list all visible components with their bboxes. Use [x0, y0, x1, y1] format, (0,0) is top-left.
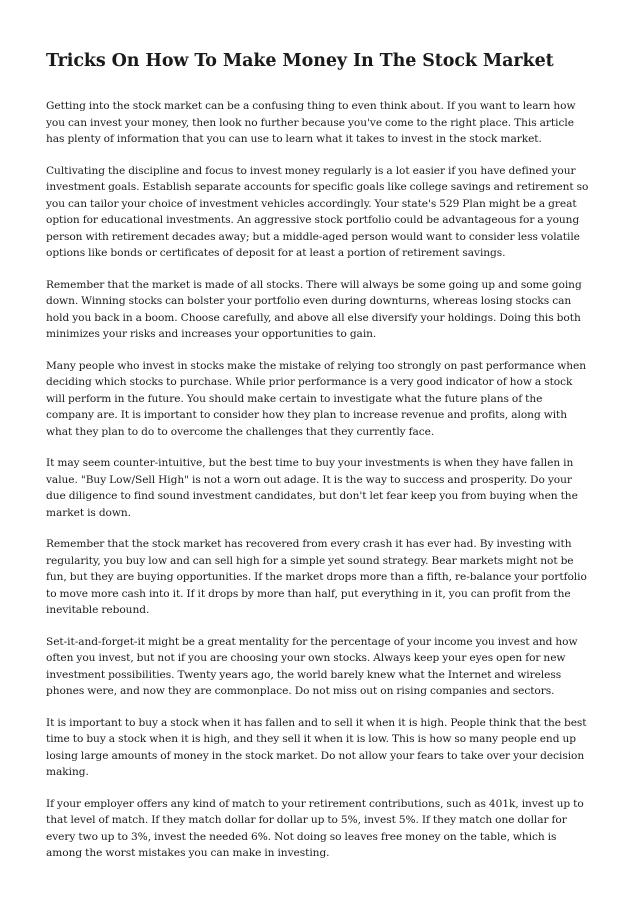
paragraph-1: Getting into the stock market can be a confusing thing to even think about. If you want to learn how you can invest your money, then look no further because you've come to the right place. This article has plenty of information that you can use to learn what it takes to invest in the stock market. — [46, 100, 576, 145]
paragraph-8: It is important to buy a stock when it has fallen and to sell it when it is high. People think that the best time to buy a stock when it is high, and they sell it when it is low. This is how so many people end up losing large amounts of money in the stock market. Do not allow your fears to take over your decision making. — [46, 716, 587, 778]
document-title: Tricks On How To Make Money In The Stock Market — [46, 51, 554, 71]
paragraph-9: If your employer offers any kind of match to your retirement contributions, such as 401k, invest up to that level of match. If they match dollar for dollar up to 5%, invest 5%. If they match one dollar for every two up to 3%, invest the needed 6%. Not doing so leaves free money on the table, which is among the worst mistakes you can make in investing. — [46, 797, 584, 859]
paragraph-7: Set-it-and-forget-it might be a great mentality for the percentage of your income you invest and how often you invest, but not if you are choosing your own stocks. Always keep your eyes open for new investment possibilities. Twenty years ago, the world barely knew what the Internet and wireless phones were, and now they are commonplace. Do not miss out on rising companies and sectors. — [46, 635, 578, 697]
paragraph-5: It may seem counter-intuitive, but the best time to buy your investments is when they have fallen in value. "Buy Low/Sell High" is not a worn out adage. It is the way to success and prosperity. Do your due diligence to find sound investment candidates, but don't let fear keep you from buying when the market is down. — [46, 457, 578, 519]
paragraph-6: Remember that the stock market has recovered from every crash it has ever had. By investing with regularity, you buy low and can sell high for a simple yet sound strategy. Bear markets might not be fun, but they are buying opportunities. If the market drops more than a fifth, re-balance your portfolio to move more cash into it. If it drops by more than half, put everything in it, you can profit from the inevitable rebound. — [46, 538, 587, 616]
paragraph-3: Remember that the market is made of all stocks. There will always be some going up and some going down. Winning stocks can bolster your portfolio even during downturns, whereas losing stocks can hold you back in a boom. Choose carefully, and above all else diversify your holdings. Doing this both minimizes your risks and increases your opportunities to gain. — [46, 278, 582, 340]
paragraph-2: Cultivating the discipline and focus to invest money regularly is a lot easier if you have defined your investment goals. Establish separate accounts for specific goals like college savings and retirement so you can tailor your choice of investment vehicles accordingly. Your state's 529 Plan might be a great option for educational investments. An aggressive stock portfolio could be advantageous for a young person with retirement decades away; but a middle-aged person would want to consider less volatile options like bonds or certificates of deposit for at least a portion of retirement savings. — [46, 164, 589, 259]
paragraph-4: Many people who invest in stocks make the mistake of relying too strongly on past performance when deciding which stocks to purchase. While prior performance is a very good indicator of how a stock will perform in the future. You should make certain to investigate what the future plans of the company are. It is important to consider how they plan to increase revenue and profits, along with what they plan to do to overcome the challenges that they currently face. — [46, 359, 587, 438]
